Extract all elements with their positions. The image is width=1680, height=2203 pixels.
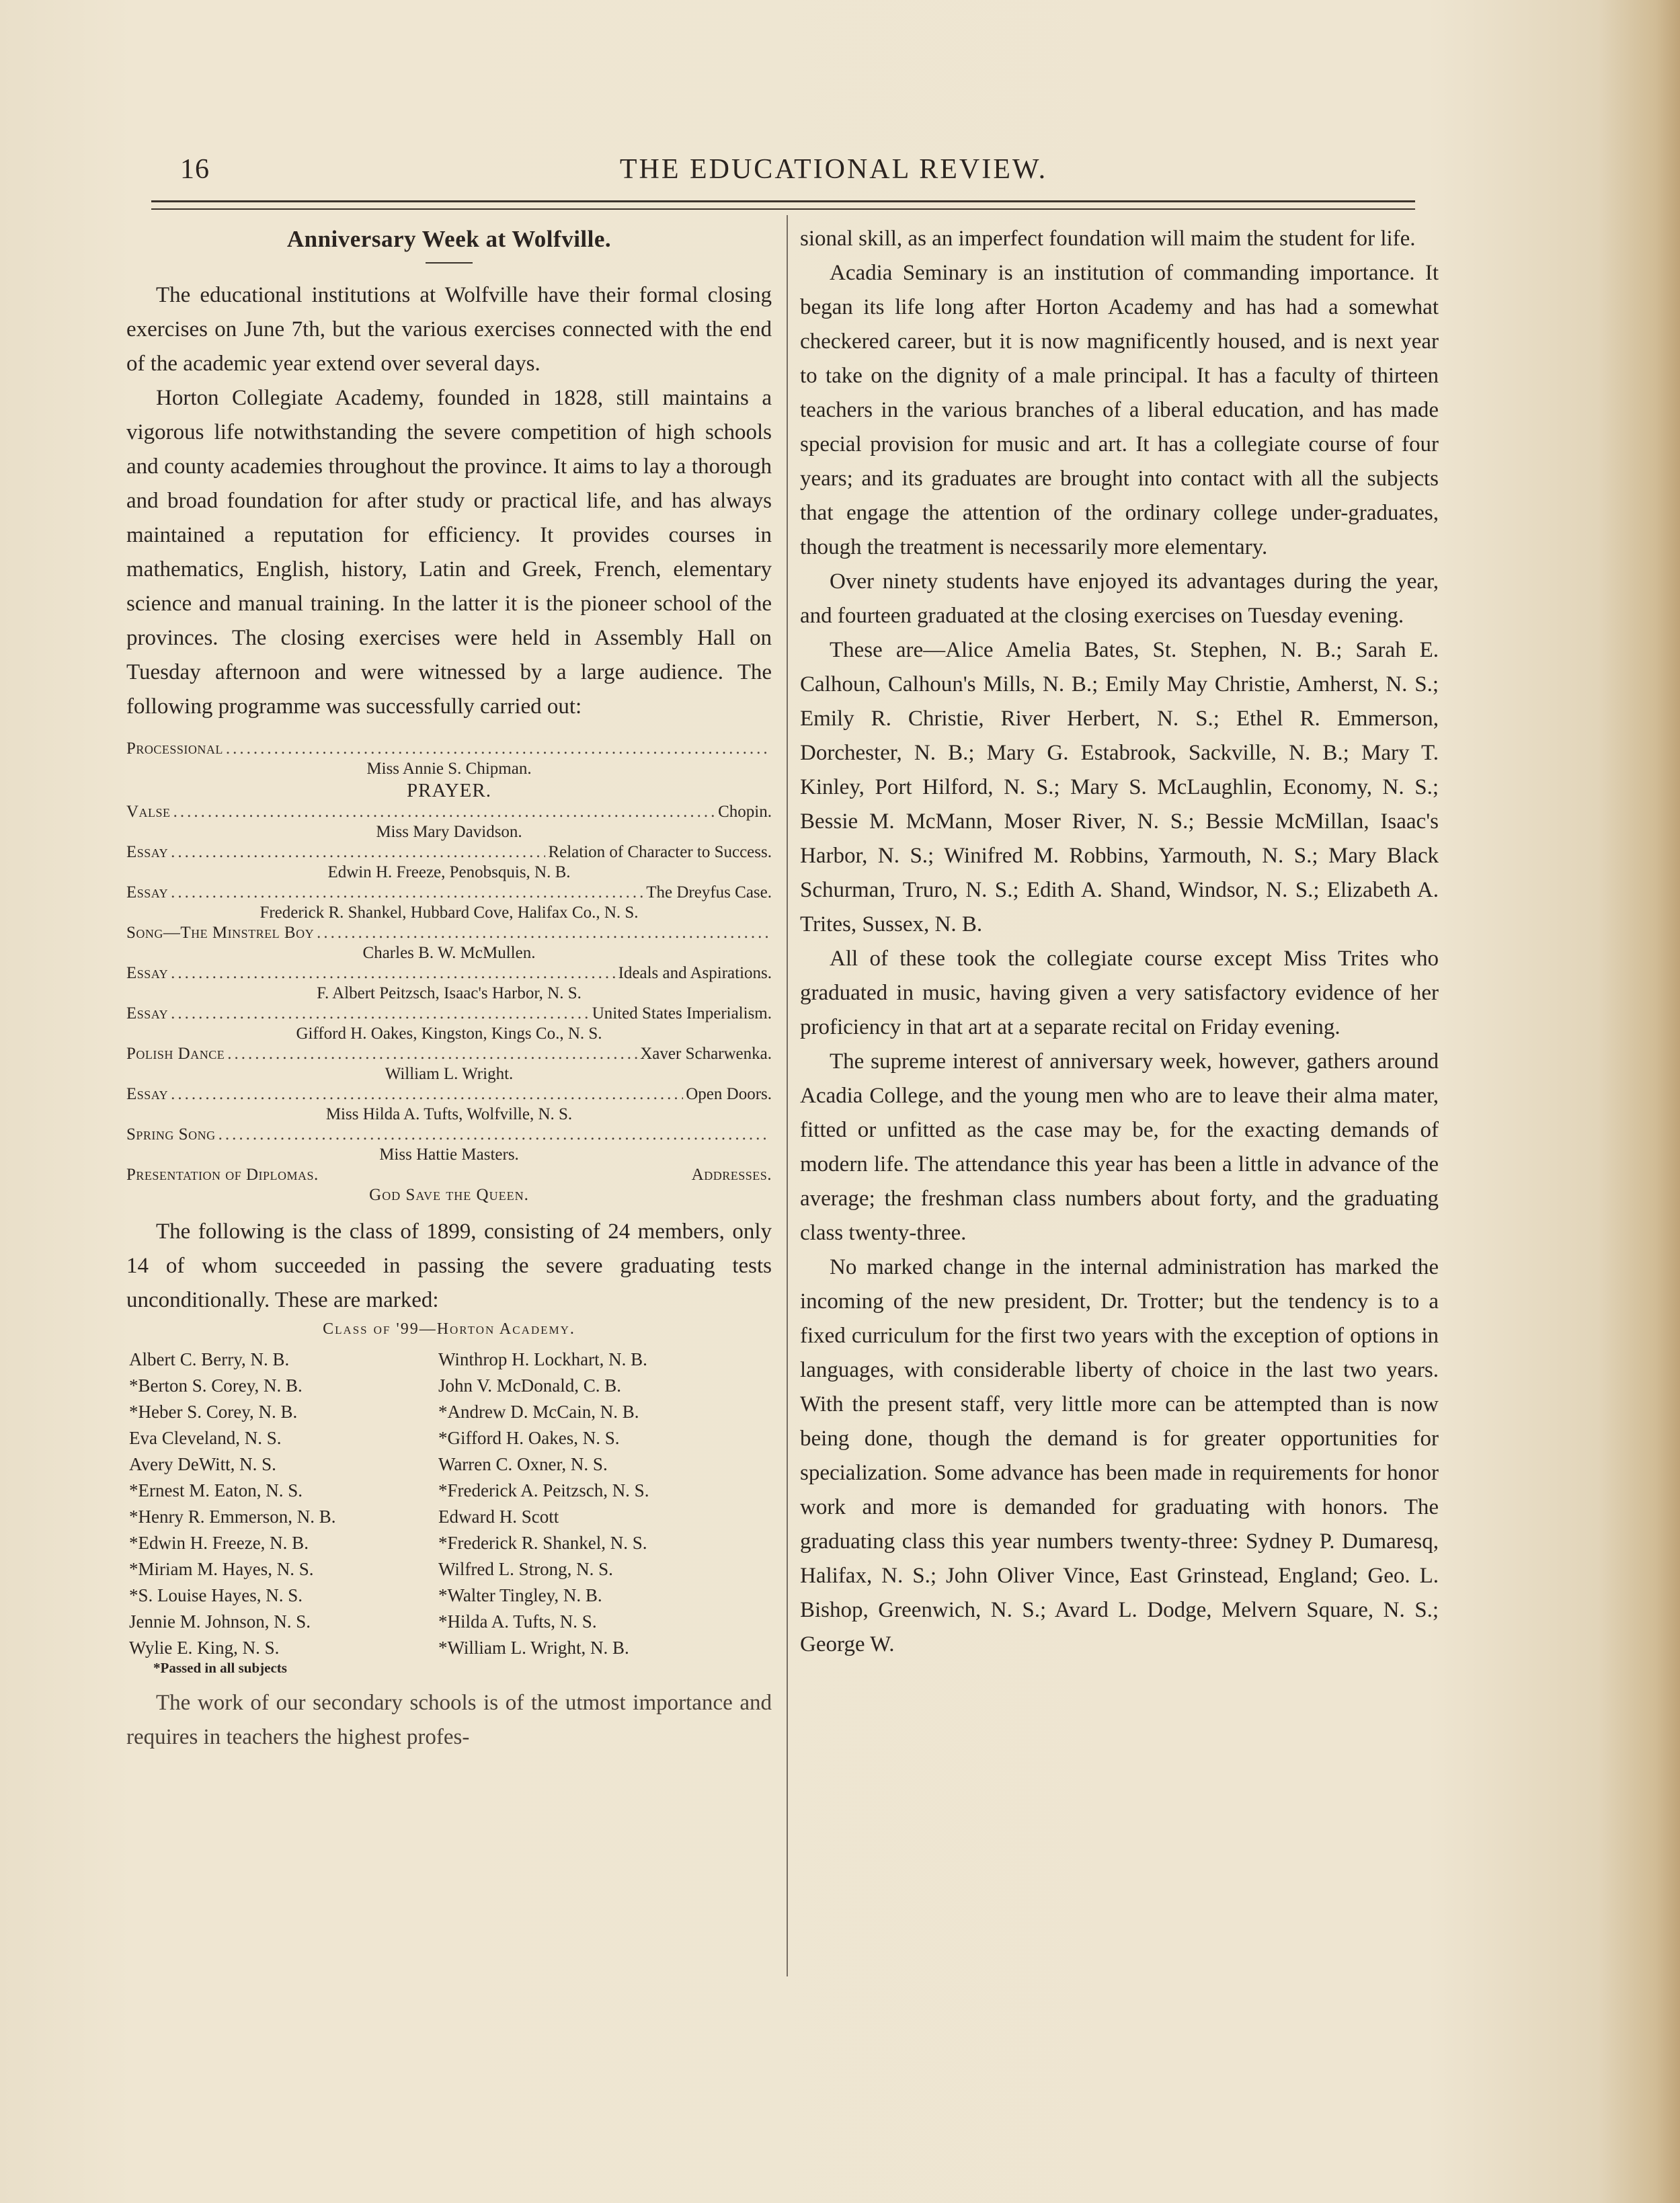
class-member: Jennie M. Johnson, N. S.	[129, 1611, 311, 1632]
programme-piece: The Dreyfus Case.	[646, 883, 772, 902]
header-rule-secondary	[151, 208, 1415, 210]
programme-item	[126, 842, 772, 863]
class-list-title: Class of '99—Horton Academy.	[323, 1320, 575, 1338]
programme-label: Processional	[126, 739, 223, 758]
programme-performer: Miss Annie S. Chipman.	[366, 760, 532, 778]
programme-item	[126, 963, 772, 984]
paragraph: Over ninety students have enjoyed its advantages during the year, and fourteen graduated at the closing exercises on Tuesday evening.	[800, 569, 1439, 628]
programme-piece: Xaver Scharwenka.	[640, 1045, 772, 1063]
class-member: *Ernest M. Eaton, N. S.	[129, 1480, 303, 1500]
programme-anthem: God Save the Queen.	[369, 1186, 529, 1204]
programme-piece: Chopin.	[718, 803, 772, 821]
header-rule	[151, 200, 1415, 202]
class-member: Eva Cleveland, N. S.	[129, 1428, 282, 1448]
programme-item	[126, 739, 772, 759]
programme-label: Essay	[126, 843, 169, 861]
class-member: *Frederick A. Peitzsch, N. S.	[438, 1480, 649, 1500]
class-member: Wylie E. King, N. S.	[129, 1638, 280, 1658]
class-member: Albert C. Berry, N. B.	[129, 1349, 290, 1369]
class-list-column	[126, 1347, 438, 1661]
programme-label: Essay	[126, 964, 169, 982]
class-member: *Henry R. Emmerson, N. B.	[129, 1507, 336, 1527]
class-member: Winthrop H. Lockhart, N. B.	[438, 1349, 647, 1369]
paragraph: The supreme interest of anniversary week, however, gathers around Acadia College, and the young men who are to leave their alma mater, fitted or unfitted as the case may be, for the exacting demands of modern life. The attendance this year has been a little in advance of the average; the freshman class numbers about forty, and the graduating class twenty-three.	[800, 1049, 1439, 1245]
programme-label: Addresses.	[691, 1166, 772, 1184]
programme-performer: Gifford H. Oakes, Kingston, Kings Co., N. S.	[296, 1025, 602, 1043]
class-member: *Edwin H. Freeze, N. B.	[129, 1533, 309, 1553]
programme-performer: Miss Hilda A. Tufts, Wolfville, N. S.	[325, 1105, 573, 1123]
programme-piece: Open Doors.	[686, 1085, 772, 1103]
class-member: John V. McDonald, C. B.	[438, 1375, 622, 1396]
programme-performer: Frederick R. Shankel, Hubbard Cove, Halifax Co., N. S.	[259, 904, 639, 922]
programme-performer: F. Albert Peitzsch, Isaac's Harbor, N. S.	[317, 984, 582, 1002]
class-member: *Hilda A. Tufts, N. S.	[438, 1611, 597, 1632]
paragraph: The work of our secondary schools is of the utmost importance and requires in teachers the highest profes-	[126, 1691, 772, 1749]
paragraph: The following is the class of 1899, consisting of 24 members, only 14 of whom succeeded in passing the severe graduating tests unconditionally. These are marked:	[126, 1219, 772, 1312]
programme-item	[126, 1044, 772, 1064]
paragraph: Horton Collegiate Academy, founded in 1828, still maintains a vigorous life notwithstanding the severe competition of high schools and county academies throughout the province. It aims to lay a thorough and broad foundation for after study or practical life, and has always maintained a reputation for efficiency. It provides courses in mathematics, English, history, Latin and Greek, French, elementary science and manual training. In the latter it is the pioneer school of the provinces. The closing exercises were held in Assembly Hall on Tuesday afternoon and were witnessed by a large audience. The following programme was successfully carried out:	[126, 386, 772, 719]
programme-item	[126, 1084, 772, 1105]
class-member: *S. Louise Hayes, N. S.	[129, 1585, 303, 1605]
class-member: *Walter Tingley, N. B.	[438, 1585, 602, 1605]
class-member: *William L. Wright, N. B.	[438, 1638, 629, 1658]
programme-item	[126, 923, 772, 943]
programme-label: Valse	[126, 803, 171, 821]
programme-performer: Charles B. W. McMullen.	[362, 944, 536, 962]
programme-piece: United States Imperialism.	[592, 1004, 772, 1023]
programme-item	[126, 883, 772, 903]
class-member: *Andrew D. McCain, N. B.	[438, 1402, 639, 1422]
programme-label: Song—The Minstrel Boy	[126, 924, 315, 942]
class-list-column	[438, 1347, 761, 1661]
class-list	[126, 1347, 772, 1661]
programme-label: Essay	[126, 1004, 169, 1023]
class-member: Avery DeWitt, N. S.	[129, 1454, 276, 1474]
programme-label: Essay	[126, 1085, 169, 1103]
programme-performer: Edwin H. Freeze, Penobsquis, N. B.	[327, 863, 571, 881]
title-rule	[426, 262, 473, 264]
programme-label: Polish Dance	[126, 1045, 225, 1063]
programme-performer: Miss Hattie Masters.	[379, 1146, 519, 1164]
programme-prayer: PRAYER.	[406, 780, 491, 801]
class-member: *Heber S. Corey, N. B.	[129, 1402, 298, 1422]
page-edge-shadow	[1599, 0, 1680, 2203]
programme-piece: Relation of Character to Success.	[548, 843, 772, 861]
page-number: 16	[180, 154, 210, 185]
paragraph: sional skill, as an imperfect foundation will maim the student for life.	[800, 227, 1416, 251]
paragraph: The educational institutions at Wolfville have their formal closing exercises on June 7th, but the various exercises connected with the end of the academic year extend over several days.	[126, 283, 772, 376]
programme-performer: Miss Mary Davidson.	[376, 823, 522, 841]
class-member: *Gifford H. Oakes, N. S.	[438, 1428, 620, 1448]
paragraph: Acadia Seminary is an institution of commanding importance. It began its life long after Horton Academy and has had a somewhat checkered career, but it is now magnificently housed, and is next year to take on the dignity of a male principal. It has a faculty of thirteen teachers in the various branches of a liberal education, and has made special provision for music and art. It has a collegiate course of four years; and its graduates are brought into contact with all the subjects that engage the attention of the ordinary college under-graduates, though the treatment is necessarily more elementary.	[800, 261, 1439, 559]
paragraph: All of these took the collegiate course except Miss Trites who graduated in music, having given a very satisfactory evidence of her proficiency in that art at a separate recital on Friday evening.	[800, 947, 1439, 1039]
paragraph: These are—Alice Amelia Bates, St. Stephen, N. B.; Sarah E. Calhoun, Calhoun's Mills, N. B.; Emily May Christie, Amherst, N. S.; Emily R. Christie, River Herbert, N. S.; Ethel R. Emmerson, Dorchester, N. B.; Mary G. Estabrook, Sackville, N. B.; Mary T. Kinley, Port Hilford, N. S.; Mary S. McLaughlin, Economy, N. S.; Bessie M. McMann, Moser River, N. S.; Bessie McMillan, Isaac's Harbor, N. S.; Winifred M. Robbins, Yarmouth, N. S.; Mary Black Schurman, Truro, N. S.; Edith A. Shand, Windsor, N. S.; Elizabeth A. Trites, Sussex, N. B.	[800, 638, 1439, 936]
column-divider	[787, 215, 788, 1976]
programme-item	[126, 802, 772, 822]
programme	[126, 739, 772, 1205]
programme-item	[126, 1165, 772, 1185]
paragraph: No marked change in the internal administration has marked the incoming of the new president, Dr. Trotter; but the tendency is to a fixed curriculum for the first two years with the exception of options in languages, with considerable liberty of choice in the last two years. With the present staff, very little more can be attempted than is now being done, though the demand is for greater opportunities for specialization. Some advance has been made in requirements for honor work and more is demanded for graduating with honors. The graduating class this year numbers twenty-three: Sydney P. Dumaresq, Halifax, N. S.; John Oliver Vince, East Grinstead, England; Geo. L. Bishop, Greenwich, N. S.; Avard L. Dodge, Melvern Square, N. S.; George W.	[800, 1255, 1439, 1656]
right-column	[800, 222, 1439, 1662]
class-member: *Berton S. Corey, N. B.	[129, 1375, 303, 1396]
class-member: *Miriam M. Hayes, N. S.	[129, 1559, 314, 1579]
programme-piece: Ideals and Aspirations.	[618, 964, 772, 982]
class-member: Wilfred L. Strong, N. S.	[438, 1559, 613, 1579]
class-member: Edward H. Scott	[438, 1507, 559, 1527]
running-head: THE EDUCATIONAL REVIEW.	[619, 154, 1048, 185]
class-member: *Frederick R. Shankel, N. S.	[438, 1533, 647, 1553]
programme-item	[126, 1004, 772, 1024]
class-member: Warren C. Oxner, N. S.	[438, 1454, 608, 1474]
left-column	[126, 222, 772, 1755]
article-title: Anniversary Week at Wolfville.	[286, 226, 612, 252]
class-footnote: *Passed in all subjects	[153, 1660, 287, 1676]
programme-label: Essay	[126, 883, 169, 902]
programme-item	[126, 1125, 772, 1145]
programme-label: Spring Song	[126, 1125, 216, 1144]
programme-performer: William L. Wright.	[385, 1065, 514, 1083]
programme-label: Presentation of Diplomas.	[126, 1166, 319, 1184]
